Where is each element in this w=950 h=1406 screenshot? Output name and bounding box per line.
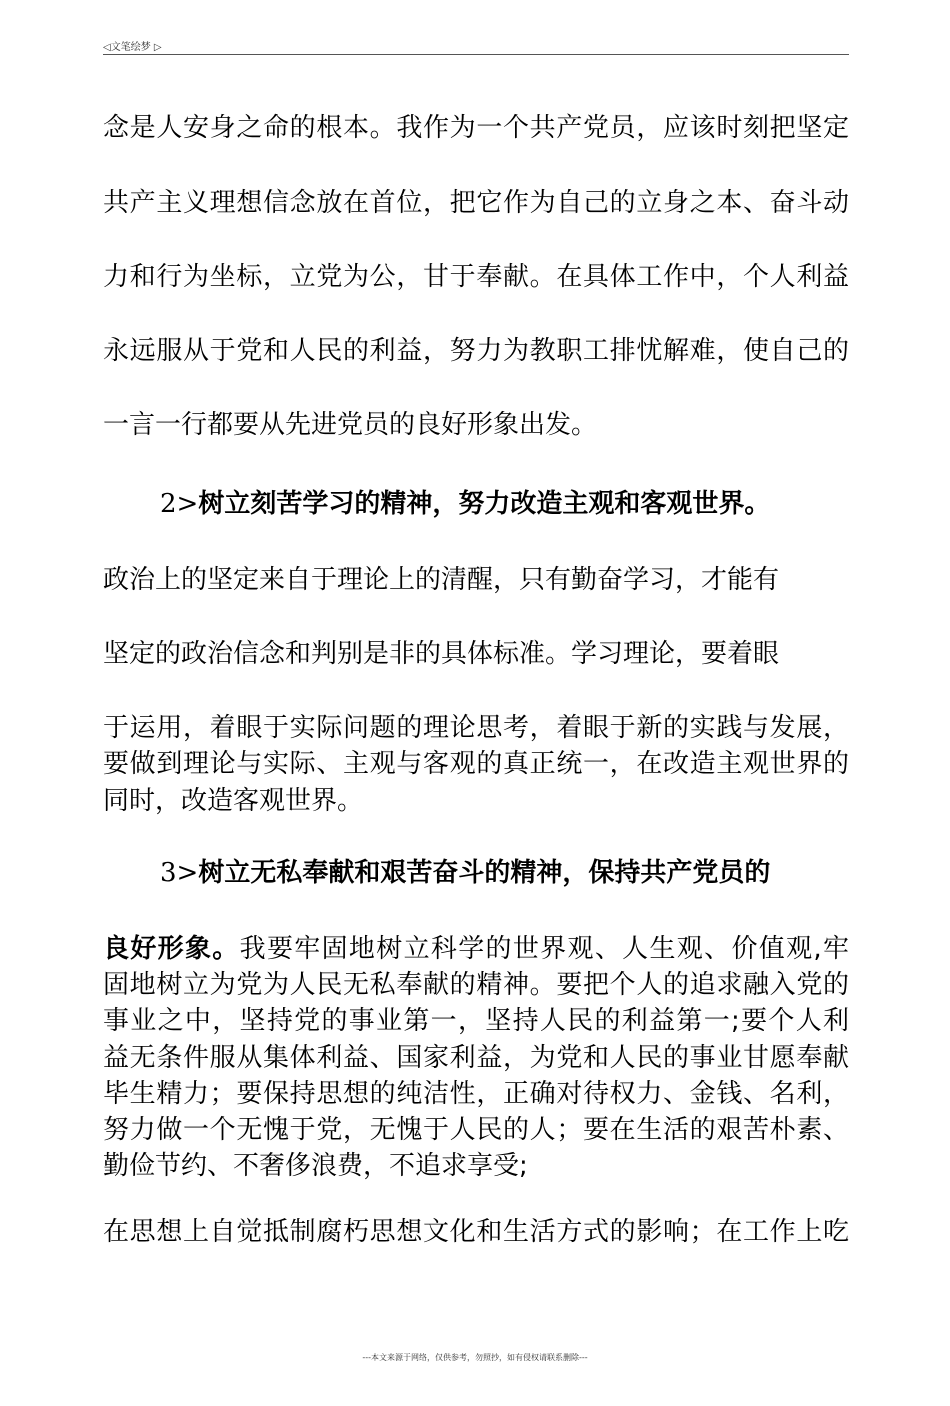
paragraph4-line-1: 在思想上自觉抵制腐朽思想文化和生活方式的影响；在工作上吃 <box>103 1217 849 1247</box>
paragraph3-first-rest: 我要牢固地树立科学的世界观、人生观、价值观,牢 <box>239 934 849 964</box>
page-footer: ---本文来源于网络，仅供参考，勿照抄，如有侵权请联系删除--- <box>362 1353 588 1362</box>
paragraph1-line-4: 永远服从于党和人民的利益，努力为教职工排忧解难，使自己的 <box>103 336 849 366</box>
paragraph1-line-3: 力和行为坐标，立党为公，甘于奉献。在具体工作中，个人利益 <box>103 262 849 292</box>
paragraph2-line-5: 同时，改造客观世界。 <box>103 786 364 816</box>
heading2-number: 2> <box>160 489 199 519</box>
heading2-text: 树立刻苦学习的精神，努力改造主观和客观世界。 <box>198 489 771 519</box>
paragraph2-line-1: 政治上的坚定来自于理论上的清醒，只有勤奋学习，才能有 <box>103 565 780 595</box>
heading3-text: 树立无私奉献和艰苦奋斗的精神，保持共产党员的 <box>198 858 771 888</box>
header-divider <box>103 54 849 55</box>
section-heading-2 <box>160 489 770 519</box>
paragraph3-lead: 良好形象。 <box>103 934 240 964</box>
paragraph2-line-3: 于运用，着眼于实际问题的理论思考，着眼于新的实践与发展， <box>103 713 849 743</box>
paragraph3-line-4: 益无条件服从集体利益、国家利益，为党和人民的事业甘愿奉献 <box>103 1043 849 1073</box>
paragraph3-line-2: 固地树立为党为人民无私奉献的精神。要把个人的追求融入党的 <box>103 970 849 1000</box>
paragraph1-line-5: 一言一行都要从先进党员的良好形象出发。 <box>103 410 598 440</box>
paragraph1-line-2: 共产主义理想信念放在首位，把它作为自己的立身之本、奋斗动 <box>103 188 849 218</box>
section-heading-3 <box>160 858 770 888</box>
page-header: ◁文笔绘梦 ▷ <box>103 42 162 53</box>
paragraph3-line-7: 勤俭节约、不奢侈浪费，不追求享受; <box>103 1151 528 1181</box>
paragraph2-line-4: 要做到理论与实际、主观与客观的真正统一，在改造主观世界的 <box>103 749 849 779</box>
paragraph1-line-1: 念是人安身之命的根本。我作为一个共产党员，应该时刻把坚定 <box>103 113 849 143</box>
paragraph3-line-3: 事业之中，坚持党的事业第一，坚持人民的利益第一;要个人利 <box>103 1006 849 1036</box>
paragraph3-line-6: 努力做一个无愧于党，无愧于人民的人；要在生活的艰苦朴素、 <box>103 1115 849 1145</box>
paragraph3-line-5: 毕生精力；要保持思想的纯洁性，正确对待权力、金钱、名利， <box>103 1079 849 1109</box>
paragraph2-line-2: 坚定的政治信念和判别是非的具体标准。学习理论，要着眼 <box>103 639 780 669</box>
paragraph3-line-1 <box>103 934 849 964</box>
heading3-number: 3> <box>160 858 199 888</box>
